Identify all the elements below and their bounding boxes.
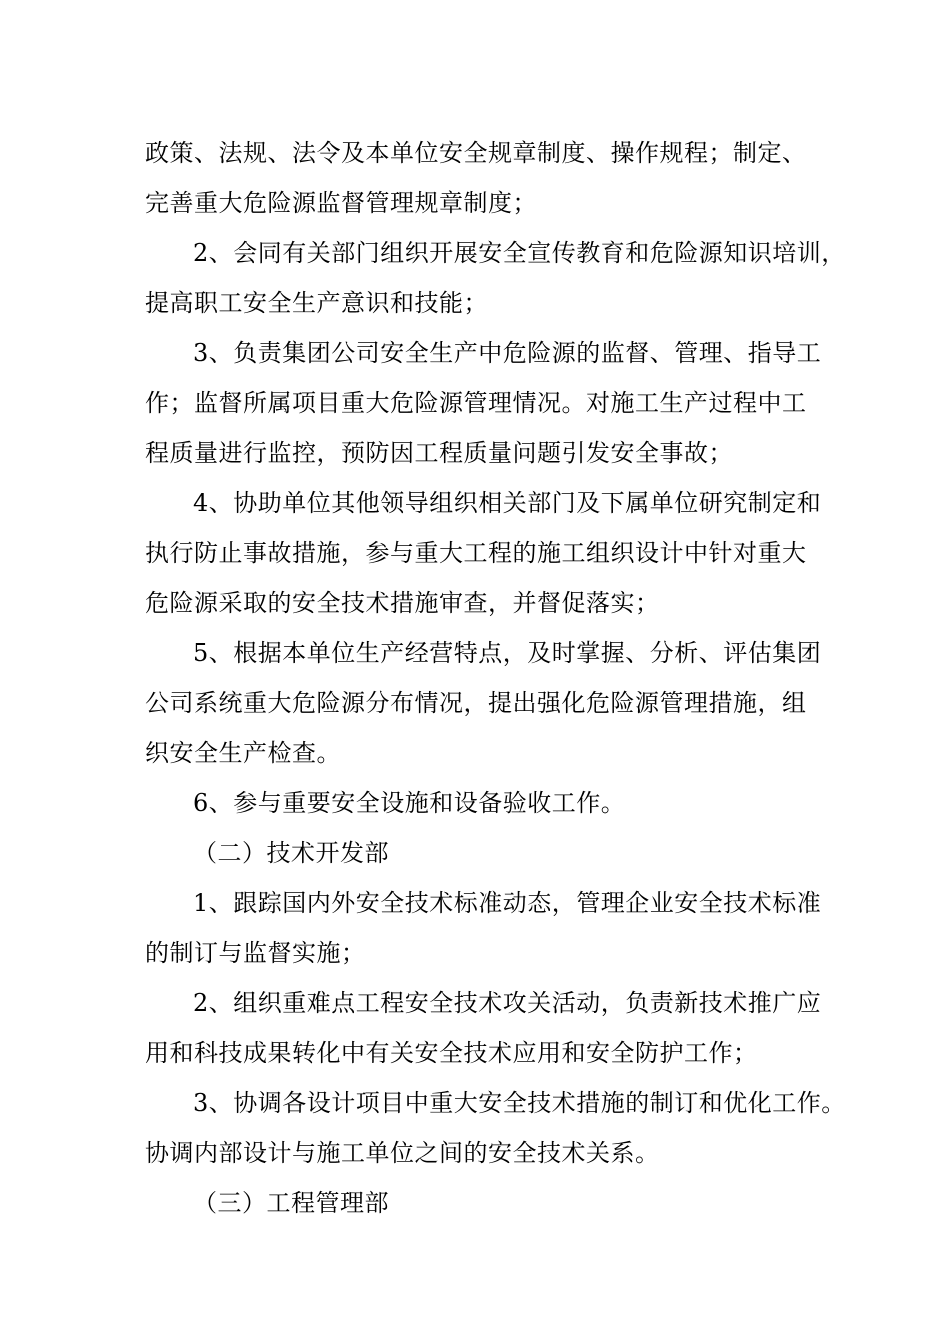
text-line: 公司系统重大危险源分布情况，提出强化危险源管理措施，组 [145,689,807,717]
text-line: 危险源采取的安全技术措施审查，并督促落实； [145,589,660,617]
text-line: 2、组织重难点工程安全技术攻关活动，负责新技术推广应 [193,989,822,1017]
text-line: 执行防止事故措施，参与重大工程的施工组织设计中针对重大 [145,539,807,567]
text-line: 提高职工安全生产意识和技能； [145,289,488,317]
text-line: 完善重大危险源监督管理规章制度； [145,189,537,217]
text-line: 政策、法规、法令及本单位安全规章制度、操作规程；制定、 [145,139,807,167]
text-line: 织安全生产检查。 [145,739,341,767]
text-line: 3、负责集团公司安全生产中危险源的监督、管理、指导工 [193,339,822,367]
section-heading: （三）工程管理部 [193,1189,389,1217]
text-line: 的制订与监督实施； [145,939,366,967]
text-line: 2、会同有关部门组织开展安全宣传教育和危险源知识培训， [193,239,846,267]
text-line: 协调内部设计与施工单位之间的安全技术关系。 [145,1139,660,1167]
text-line: 4、协助单位其他领导组织相关部门及下属单位研究制定和 [193,489,822,517]
text-line: 5、根据本单位生产经营特点，及时掌握、分析、评估集团 [193,639,822,667]
text-line: 程质量进行监控，预防因工程质量问题引发安全事故； [145,439,733,467]
section-heading: （二）技术开发部 [193,839,389,867]
text-line: 作；监督所属项目重大危险源管理情况。对施工生产过程中工 [145,389,807,417]
text-line: 6、参与重要安全设施和设备验收工作。 [193,789,626,817]
text-line: 1、跟踪国内外安全技术标准动态，管理企业安全技术标准 [193,889,822,917]
text-line: 用和科技成果转化中有关安全技术应用和安全防护工作； [145,1039,758,1067]
text-line: 3、协调各设计项目中重大安全技术措施的制订和优化工作。 [193,1089,846,1117]
